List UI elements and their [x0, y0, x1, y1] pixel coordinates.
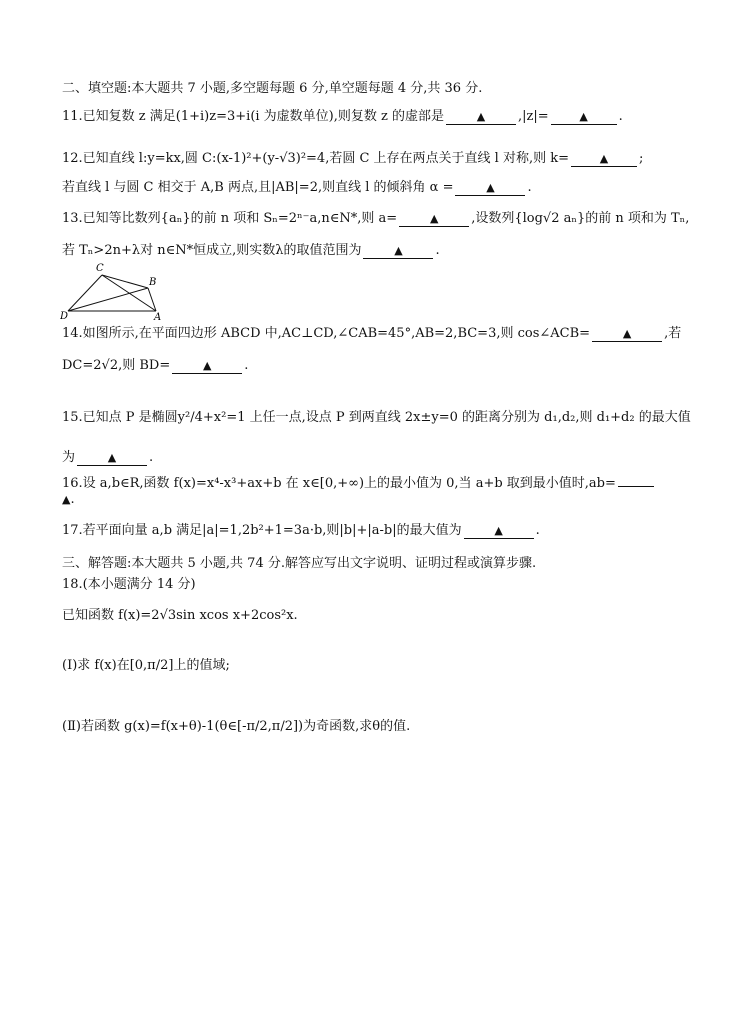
question-13-line-2	[62, 242, 440, 260]
q12-blank-1[interactable]	[571, 151, 637, 167]
answer-marker-icon: ▲	[486, 181, 495, 194]
q12-line2-end: .	[527, 180, 532, 195]
q11-end: .	[618, 109, 623, 124]
q13-line2-end: .	[435, 243, 440, 258]
q11-blank-2[interactable]	[551, 109, 617, 125]
q12-blank-2[interactable]	[455, 180, 525, 196]
question-16-line-1	[62, 471, 656, 493]
vertex-label-B: B	[149, 277, 157, 288]
edge-CB	[102, 275, 148, 288]
q18-part-1: (Ⅰ)求 f(x)在[0,π/2]上的值域;	[62, 658, 230, 673]
q14-line2-end: .	[244, 358, 249, 373]
q16-blank[interactable]	[618, 471, 654, 487]
q15-line2-end: .	[149, 450, 154, 465]
quadrilateral-figure	[60, 261, 170, 321]
question-13-line-1	[62, 210, 689, 228]
question-14-line-2	[62, 357, 248, 375]
q12-line1: 12.已知直线 l:y=kx,圆 C:(x-1)²+(y-√3)²=4,若圆 C 上存在两点关于直线 l 对称,则 k=	[62, 151, 570, 166]
diagonal-DB	[68, 288, 148, 311]
answer-marker-icon: ▲	[203, 359, 212, 372]
q18-title: 18.(本小题满分 14 分)	[62, 577, 196, 592]
answer-marker-icon: ▲	[429, 212, 439, 225]
question-12-line-1	[62, 150, 643, 168]
question-12-line-2	[62, 179, 532, 197]
q11-mid: ,|z|=	[518, 109, 549, 124]
question-11	[62, 108, 623, 126]
q15-blank[interactable]	[77, 450, 147, 466]
q12-line2: 若直线 l 与圆 C 相交于 A,B 两点,且|AB|=2,则直线 l 的倾斜角 α =	[62, 180, 454, 195]
answer-marker-icon: ▲	[476, 110, 486, 123]
q14-line1-end: ,若	[664, 326, 682, 341]
q18-stem: 已知函数 f(x)=2√3sin xcos x+2cos²x.	[62, 608, 298, 623]
q14-blank-1[interactable]	[592, 326, 662, 342]
question-15-line-2	[62, 449, 153, 467]
answer-marker-icon: ▲	[107, 451, 117, 464]
answer-marker-icon: ▲	[599, 152, 609, 165]
question-16-line-2	[62, 491, 75, 509]
question-17	[62, 522, 540, 540]
question-15-line-1: 15.已知点 P 是椭圆y²/4+x²=1 上任一点,设点 P 到两直线 2x±y=0 的距离分别为 d₁,d₂,则 d₁+d₂ 的最大值	[62, 410, 691, 425]
q13-blank-2[interactable]	[363, 243, 433, 259]
q17-blank[interactable]	[464, 523, 534, 539]
q15-line2: 为	[62, 450, 76, 465]
answer-marker-icon: ▲	[622, 327, 632, 340]
q14-line2: DC=2√2,则 BD=	[62, 358, 171, 373]
vertex-label-C: C	[96, 263, 104, 274]
q14-line1: 14.如图所示,在平面四边形 ABCD 中,AC⊥CD,∠CAB=45°,AB=2,BC=3,则 cos∠ACB=	[62, 326, 591, 341]
q13-line2: 若 Tₙ>2n+λ对 n∈N*恒成立,则实数λ的取值范围为	[62, 243, 362, 258]
q12-line1-end: ;	[639, 151, 644, 166]
answer-marker-icon: ▲	[62, 493, 71, 506]
q16-line1: 16.设 a,b∈R,函数 f(x)=x⁴-x³+ax+b 在 x∈[0,+∞)上的最小值为 0,当 a+b 取到最小值时,ab=	[62, 476, 616, 491]
answer-marker-icon: ▲	[394, 244, 403, 257]
q14-blank-2[interactable]	[172, 358, 242, 374]
q17-text: 17.若平面向量 a,b 满足|a|=1,2b²+1=3a·b,则|b|+|a-b|的最大值为	[62, 523, 462, 538]
q18-part-2: (Ⅱ)若函数 g(x)=f(x+θ)-1(θ∈[-π/2,π/2])为奇函数,求θ的值.	[62, 719, 411, 734]
q13-blank-1[interactable]	[399, 211, 469, 227]
vertex-label-A: A	[154, 312, 162, 321]
q11-blank-1[interactable]	[446, 109, 516, 125]
vertex-label-D: D	[60, 311, 69, 321]
q13-line1: 13.已知等比数列{aₙ}的前 n 项和 Sₙ=2ⁿ⁻a,n∈N*,则 a=	[62, 211, 398, 226]
edge-BA	[148, 288, 156, 311]
section2-heading: 二、填空题:本大题共 7 小题,多空题每题 6 分,单空题每题 4 分,共 36 分.	[62, 81, 483, 96]
section3-heading: 三、解答题:本大题共 5 小题,共 74 分.解答应写出文字说明、证明过程或演算步骤.	[62, 556, 537, 571]
question-14-line-1	[62, 325, 681, 343]
q17-end: .	[535, 523, 540, 538]
answer-marker-icon: ▲	[579, 110, 588, 123]
q13-line1-mid: ,设数列{log√2 aₙ}的前 n 项和为 Tₙ,	[471, 211, 690, 226]
q11-text: 11.已知复数 z 满足(1+i)z=3+i(i 为虚数单位),则复数 z 的虚部是	[62, 109, 444, 124]
answer-marker-icon: ▲	[494, 524, 503, 537]
q16-line2-end: .	[70, 492, 75, 507]
